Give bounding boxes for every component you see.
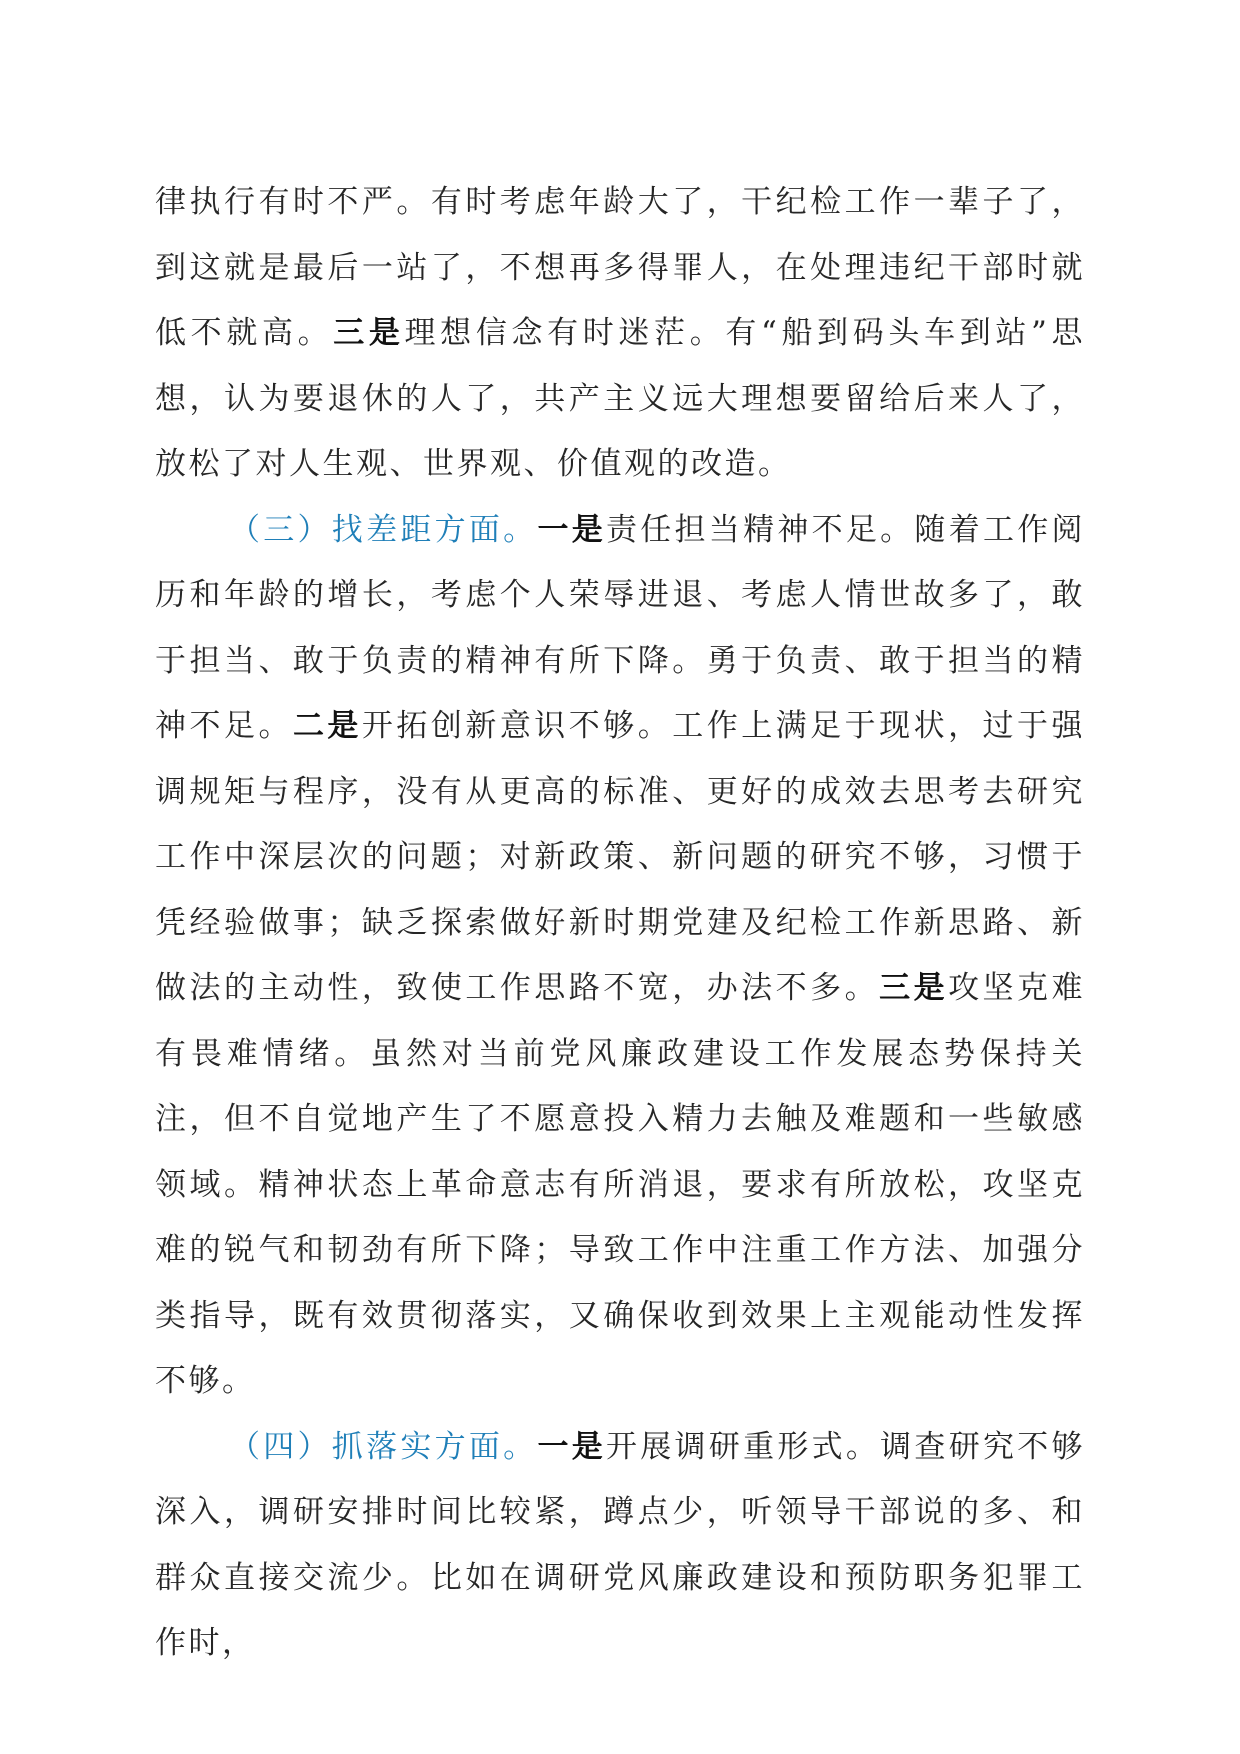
paragraph-1: [155, 170, 1085, 498]
section-heading-4: （四）抓落实方面。: [229, 1428, 538, 1465]
body-text: [155, 170, 1085, 1677]
section-heading-3: （三）找差距方面。: [229, 511, 538, 548]
emphasis-er-shi: 二是: [292, 708, 362, 744]
body-text-run: 理想信念有时迷茫。有“船到码头车到站”思想，认为要退休的人了，共产主义远大理想要留给后来人了，放松了对人生观、世界观、价值观的改造。: [155, 315, 1086, 482]
paragraph-section-4: [155, 1415, 1085, 1677]
emphasis-san-shi: 三是: [333, 315, 405, 351]
emphasis-yi-shi: 一是: [537, 511, 606, 548]
body-text-run: 开拓创新意识不够。工作上满足于现状，过于强调规矩与程序，没有从更高的标准、更好的成效去思考去研究工作中深层次的问题；对新政策、新问题的研究不够，习惯于凭经验做事；缺乏探索做好新时期党建及纪检工作新思路、新做法的主动性，致使工作思路不宽，办法不多。: [155, 708, 1086, 1006]
body-text-run: 开展调研重形式。调查研究不够深入，调研安排时间比较紧，蹲点少，听领导干部说的多、和群众直接交流少。比如在调研党风廉政建设和预防职务犯罪工作时，: [155, 1428, 1086, 1661]
body-text-run: 攻坚克难有畏难情绪。虽然对当前党风廉政建设工作发展态势保持关注，但不自觉地产生了不愿意投入精力去触及难题和一些敏感领域。精神状态上革命意志有所消退，要求有所放松，攻坚克难的锐气和韧劲有所下降；导致工作中注重工作方法、加强分类指导，既有效贯彻落实，又确保收到效果上主观能动性发挥不够。: [155, 970, 1086, 1399]
body-text-run: 律执行有时不严。有时考虑年龄大了，干纪检工作一辈子了，到这就是最后一站了，不想再多得罪人，在处理违纪干部时就低不就高。: [155, 184, 1085, 351]
body-text-run: 责任担当精神不足。随着工作阅历和年龄的增长，考虑个人荣辱进退、考虑人情世故多了，敢于担当、敢于负责的精神有所下降。勇于负责、敢于担当的精神不足。: [155, 511, 1086, 744]
paragraph-section-3: [155, 498, 1085, 1415]
emphasis-san-shi: 三是: [879, 970, 949, 1006]
emphasis-yi-shi: 一是: [537, 1428, 606, 1465]
